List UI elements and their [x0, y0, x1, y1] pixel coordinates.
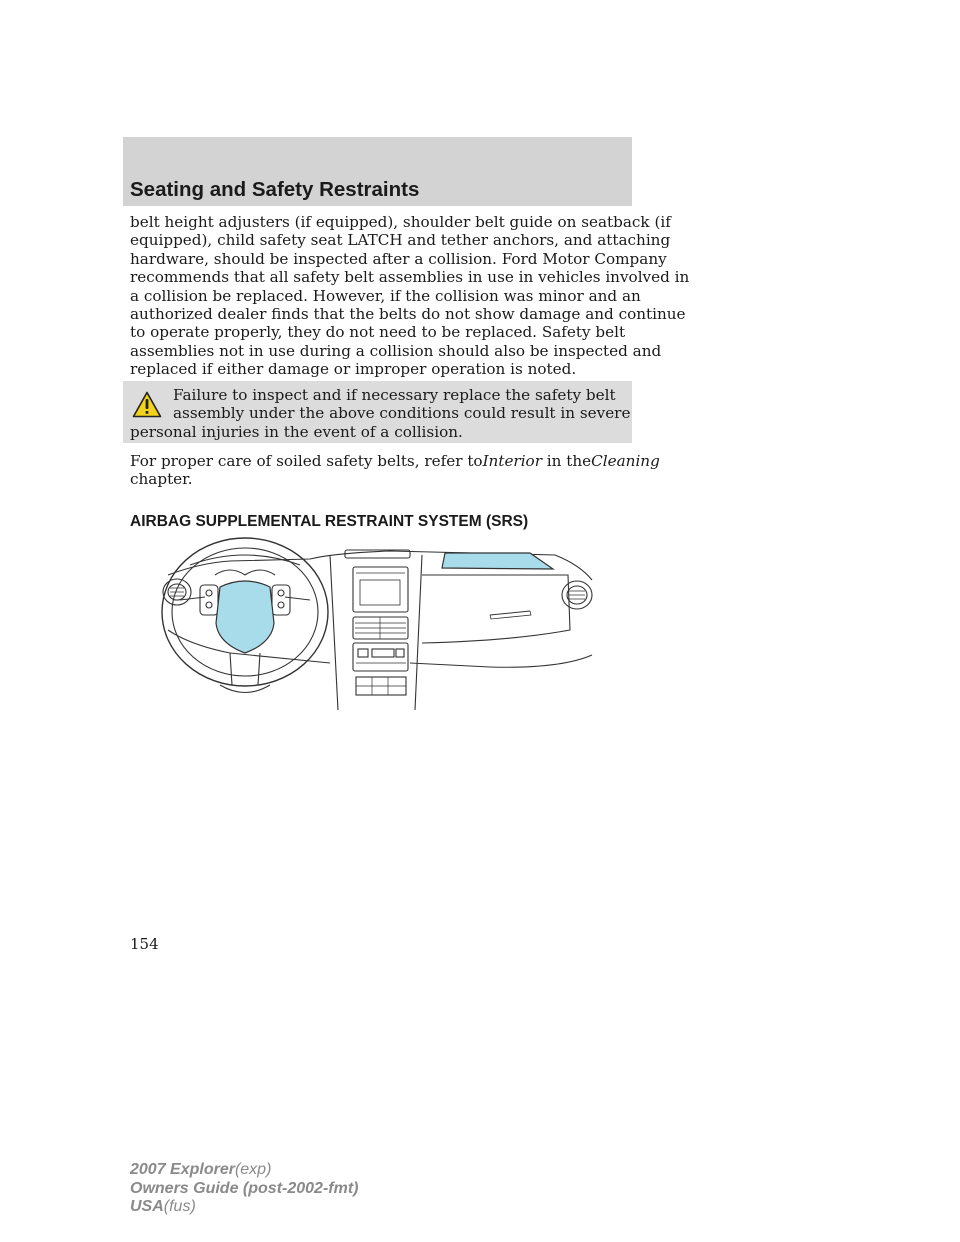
- warning-line: assembly under the above conditions could result in severe: [173, 404, 631, 423]
- text-line: assemblies not in use during a collision should also be inspected and: [130, 341, 662, 360]
- driver-airbag-highlight: [216, 581, 274, 653]
- paragraph-belt-care: [130, 452, 660, 489]
- footer-line: [130, 1180, 358, 1199]
- footer-guide: Owners Guide (post-2002-fmt): [130, 1179, 359, 1197]
- text-fragment: For proper care of soiled safety belts, refer to: [130, 452, 483, 470]
- reference-interior: Interior: [482, 452, 542, 470]
- document-footer: [130, 1161, 358, 1217]
- text-line: authorized dealer finds that the belts do not show damage and continue: [130, 305, 686, 324]
- warning-text: [130, 386, 630, 441]
- footer-region: USA: [130, 1198, 164, 1215]
- text-fragment: in the: [546, 452, 592, 470]
- footer-code: (exp): [234, 1161, 272, 1178]
- page-number: 154: [130, 935, 159, 953]
- text-line: equipped), child safety seat LATCH and tether anchors, and attaching: [130, 231, 671, 250]
- text-line: to operate properly, they do not need to be replaced. Safety belt: [130, 323, 626, 342]
- paragraph-belt-inspection: [130, 213, 690, 379]
- text-line: replaced if either damage or improper operation is noted.: [130, 360, 577, 379]
- glove-box: [422, 575, 570, 643]
- airbag-section-heading: AIRBAG SUPPLEMENTAL RESTRAINT SYSTEM (SRS): [130, 513, 529, 530]
- text-line: [130, 452, 660, 470]
- text-line: a collision be replaced. However, if the collision was minor and an: [130, 286, 641, 305]
- warning-line: personal injuries in the event of a collision.: [130, 422, 463, 441]
- footer-model: 2007 Explorer: [130, 1161, 235, 1178]
- footer-line: [130, 1198, 358, 1217]
- warning-line: Failure to inspect and if necessary replace the safety belt: [173, 386, 616, 404]
- warning-box: [123, 381, 632, 443]
- passenger-airbag-highlight: [442, 553, 553, 569]
- text-line: belt height adjusters (if equipped), shoulder belt guide on seatback (if: [130, 213, 671, 231]
- text-line: chapter.: [130, 470, 193, 489]
- text-line: recommends that all safety belt assemblies in use in vehicles involved in: [130, 268, 690, 287]
- section-title: Seating and Safety Restraints: [130, 178, 420, 201]
- text-line: hardware, should be inspected after a collision. Ford Motor Company: [130, 249, 667, 268]
- footer-line: [130, 1161, 358, 1180]
- dashboard-airbag-illustration: [160, 535, 600, 710]
- reference-cleaning: Cleaning: [591, 452, 660, 470]
- footer-region-code: (fus): [163, 1198, 196, 1215]
